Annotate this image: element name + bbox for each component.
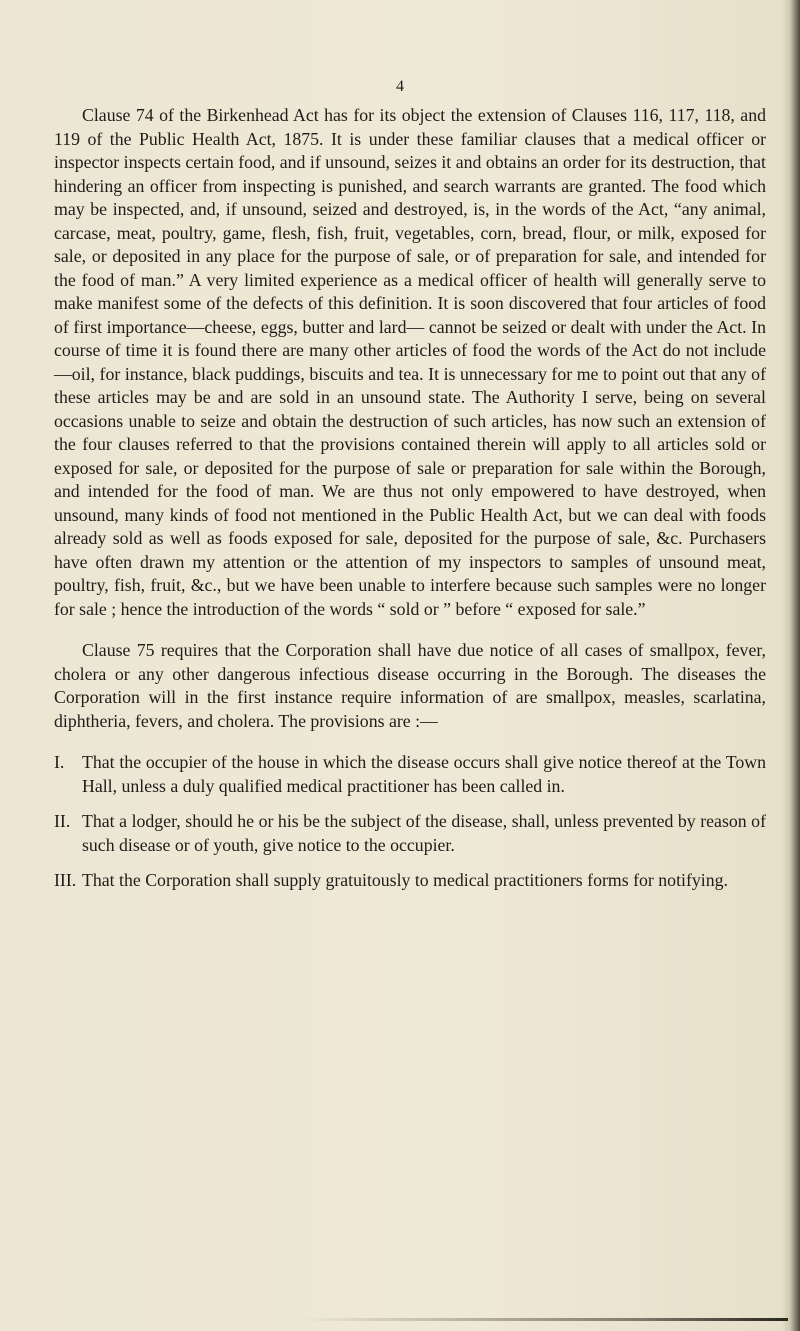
page-number: 4	[396, 78, 404, 95]
provision-numeral: I.	[54, 752, 65, 772]
page-bottom-rule	[300, 1318, 788, 1321]
provision-numeral: III.	[54, 870, 77, 890]
provision-text: That the Corporation shall supply gratuitously to medical practitioners forms for notifying.	[82, 870, 728, 890]
provision-numeral: II.	[54, 811, 71, 831]
paragraph-clause-75: Clause 75 requires that the Corporation shall have due notice of all cases of smallpox, fever, cholera or any other dangerous infectious disease occurring in the Borough. The diseases the Corporation will in the first instance require information of are smallpox, measles, scarlatina, diphtheria, fevers, and cholera. The provisions are :—	[54, 640, 766, 731]
provision-text: That the occupier of the house in which the disease occurs shall give notice thereof at the Town Hall, unless a duly qualified medical practitioner has been called in.	[82, 752, 766, 796]
paragraph-clause-74: Clause 74 of the Birkenhead Act has for its object the extension of Clauses 116, 117, 118, and 119 of the Public Health Act, 1875. It is under these familiar clauses that a medical officer or inspector inspects certain food, and if unsound, seizes it and obtains an order for its destruction, that hindering an officer from inspecting is punished, and search warrants are granted. The food which may be inspected, and, if unsound, seized and destroyed, is, in the words of the Act, “any animal, carcase, meat, poultry, game, flesh, fish, fruit, vegetables, corn, bread, flour, or milk, exposed for sale, or deposited in any place for the purpose of sale, or of preparation for sale, and intended for the food of man.” A very limited experience as a medical officer of health will generally serve to make manifest some of the defects of this definition. It is soon discovered that four articles of food of first importance—cheese, eggs, butter and lard— cannot be seized or dealt with under the Act. In course of time it is found there are many other articles of food the words of the Act do not include—oil, for instance, black puddings, biscuits and tea. It is unnecessary for me to point out that any of these articles may be and are sold in an unsound state. The Authority I serve, being on several occasions unable to seize and obtain the destruction of such articles, has now such an extension of the four clauses referred to that the provisions contained therein will apply to all articles sold or exposed for sale, or deposited for the purpose of sale or preparation for sale within the Borough, and intended for the food of man. We are thus not only empowered to have destroyed, when unsound, many kinds of food not mentioned in the Public Health Act, but we can deal with foods already sold as well as foods exposed for sale, deposited for the purpose of sale, &c. Purchasers have often drawn my attention or the attention of my inspectors to samples of unsound meat, poultry, fish, fruit, &c., but we have been unable to interfere because such samples were no longer for sale ; hence the introduction of the words “ sold or ” before “ exposed for sale.”	[54, 105, 766, 619]
body-text	[54, 104, 766, 905]
provision-item	[54, 810, 766, 857]
provision-text: That a lodger, should he or his be the subject of the disease, shall, unless prevented by reason of such disease or of youth, give notice to the occupier.	[82, 811, 766, 855]
provision-item	[54, 751, 766, 798]
provision-item	[54, 869, 766, 893]
page-edge-shadow	[782, 0, 800, 1331]
